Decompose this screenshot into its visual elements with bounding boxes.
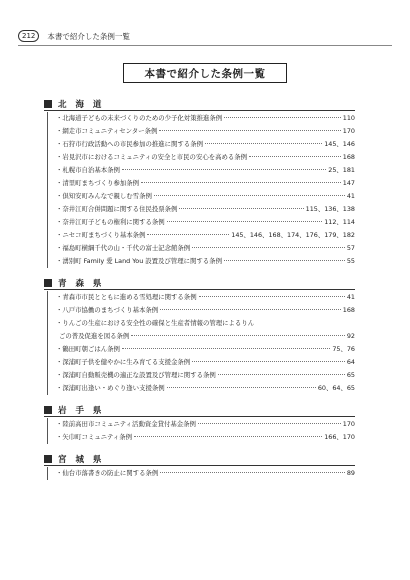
page-title bbox=[123, 63, 287, 83]
dot-leader bbox=[224, 260, 345, 261]
section-rule bbox=[44, 465, 355, 466]
dot-leader bbox=[192, 247, 345, 248]
ordinance-name: ・深浦町子供を健やかに生み育てる支援金条例 bbox=[56, 358, 191, 366]
list-item bbox=[56, 229, 355, 242]
ordinance-name: ・八戸市協働のまちづくり基本条例 bbox=[56, 306, 159, 314]
section-items bbox=[47, 418, 355, 444]
ordinance-name: ・岩見沢市におけるコミュニティの安全と市民の安心を高める条例 bbox=[56, 153, 248, 161]
square-bullet-icon bbox=[44, 279, 52, 287]
list-item bbox=[56, 125, 355, 138]
ordinance-name: ・網走市コミュニティセンター条例 bbox=[56, 127, 158, 135]
list-item bbox=[56, 164, 355, 177]
page-reference: 41 bbox=[346, 293, 355, 301]
prefecture-section bbox=[55, 98, 355, 268]
list-item bbox=[56, 151, 355, 164]
list-item bbox=[56, 242, 355, 255]
page-reference: 41 bbox=[346, 192, 355, 200]
dot-leader bbox=[122, 348, 330, 349]
section-rule bbox=[44, 289, 355, 290]
ordinance-name: ・深浦町出逢い・めぐり逢い支援条例 bbox=[56, 384, 165, 392]
page-reference: 55 bbox=[346, 257, 355, 265]
list-item bbox=[56, 369, 355, 382]
page-number: 212 bbox=[18, 30, 39, 42]
dot-leader bbox=[134, 436, 322, 437]
list-item bbox=[56, 255, 355, 268]
dot-leader bbox=[198, 423, 341, 424]
page-reference: 145、146、168、174、176、179、182 bbox=[231, 231, 355, 239]
running-title: 本書で紹介した条例一覧 bbox=[47, 31, 130, 41]
list-item bbox=[56, 317, 355, 330]
ordinance-name: ・倶知安町みんなで親しむ雪条例 bbox=[56, 192, 152, 200]
dot-leader bbox=[224, 117, 341, 118]
dot-leader bbox=[249, 156, 341, 157]
dot-leader bbox=[141, 182, 341, 183]
page-reference: 170 bbox=[342, 420, 355, 428]
ordinance-name: ・福島町横綱千代の山・千代の富士記念館条例 bbox=[56, 244, 191, 252]
list-item bbox=[56, 138, 355, 151]
list-item bbox=[56, 203, 355, 216]
page-reference: 60、64、65 bbox=[317, 384, 355, 392]
section-name: 北 海 道 bbox=[58, 99, 105, 110]
section-items bbox=[47, 112, 355, 268]
ordinance-name: ・清里町まちづくり参加条例 bbox=[56, 179, 140, 187]
page-reference: 115、136、138 bbox=[305, 205, 355, 213]
list-item bbox=[56, 382, 355, 395]
dot-leader bbox=[218, 374, 345, 375]
page-reference: 168 bbox=[342, 153, 355, 161]
square-bullet-icon bbox=[44, 100, 52, 108]
ordinance-name: ・湧別町 Family 愛 Land You 設置及び管理に関する条例 bbox=[56, 257, 222, 265]
dot-leader bbox=[205, 143, 322, 144]
ordinance-name: ・北海道子どもの未来づくりのための少子化対策推進条例 bbox=[56, 114, 223, 122]
prefecture-section bbox=[55, 404, 355, 444]
page-reference: 25、181 bbox=[328, 166, 355, 174]
page-reference: 64 bbox=[346, 358, 355, 366]
list-item bbox=[56, 431, 355, 444]
section-rule bbox=[44, 110, 355, 111]
ordinance-name: ・石狩市行政活動への市民参加の推進に関する条例 bbox=[56, 140, 203, 148]
section-heading bbox=[55, 404, 355, 415]
dot-leader bbox=[167, 387, 316, 388]
section-name: 青 森 県 bbox=[58, 278, 105, 289]
list-item bbox=[56, 304, 355, 317]
dot-leader bbox=[179, 208, 303, 209]
page-reference: 112、114 bbox=[324, 218, 355, 226]
dot-leader bbox=[159, 130, 340, 131]
section-items bbox=[47, 291, 355, 395]
prefecture-section bbox=[55, 453, 355, 480]
ordinance-name: ごの普及促進を図る条例 bbox=[59, 332, 130, 340]
page-reference: 75、76 bbox=[332, 345, 355, 353]
list-item bbox=[56, 291, 355, 304]
dot-leader bbox=[160, 309, 341, 310]
page-reference: 57 bbox=[346, 244, 355, 252]
ordinance-name: ・札幌市自治基本条例 bbox=[56, 166, 120, 174]
list-item bbox=[56, 467, 355, 480]
dot-leader bbox=[154, 195, 345, 196]
page-reference: 92 bbox=[346, 332, 355, 340]
running-header bbox=[18, 30, 392, 46]
section-items bbox=[47, 467, 355, 480]
list-item bbox=[56, 343, 355, 356]
square-bullet-icon bbox=[44, 455, 52, 463]
page-reference: 147 bbox=[342, 179, 355, 187]
section-heading bbox=[55, 277, 355, 288]
section-heading bbox=[55, 98, 355, 109]
list-item bbox=[56, 418, 355, 431]
list-item bbox=[56, 190, 355, 203]
ordinance-name: ・仙台市落書きの防止に関する条例 bbox=[56, 469, 159, 477]
list-item bbox=[56, 177, 355, 190]
dot-leader bbox=[192, 361, 345, 362]
ordinance-name: ・りんごの生産における安全性の確保と生産者情報の管理によるりん bbox=[56, 319, 255, 327]
ordinance-name: ・鶴田町朝ごはん条例 bbox=[56, 345, 120, 353]
page-title-text: 本書で紹介した条例一覧 bbox=[144, 67, 266, 80]
list-item bbox=[56, 216, 355, 229]
dot-leader bbox=[122, 169, 326, 170]
page-reference: 110 bbox=[342, 114, 355, 122]
ordinance-name: ・陸前高田市コミュニティ活動資金貸付基金条例 bbox=[56, 420, 196, 428]
ordinance-name: ・ニセコ町まちづくり基本条例 bbox=[56, 231, 146, 239]
page-reference: 168 bbox=[342, 306, 355, 314]
prefecture-section bbox=[55, 277, 355, 395]
dot-leader bbox=[131, 335, 345, 336]
ordinance-name: ・青森市市民とともに進める雪処理に関する条例 bbox=[56, 293, 197, 301]
list-item bbox=[56, 112, 355, 125]
ordinance-name: ・奈井江町子どもの権利に関する条例 bbox=[56, 218, 165, 226]
section-rule bbox=[44, 416, 355, 417]
dot-leader bbox=[147, 234, 229, 235]
page-reference: 65 bbox=[346, 371, 355, 379]
page-reference: 89 bbox=[346, 469, 355, 477]
dot-leader bbox=[199, 296, 345, 297]
dot-leader bbox=[160, 472, 345, 473]
section-name: 宮 城 県 bbox=[58, 454, 105, 465]
page-reference: 145、146 bbox=[324, 140, 355, 148]
page-reference: 170 bbox=[342, 127, 355, 135]
ordinance-name: ・深浦町自動販売機の適正な設置及び管理に関する条例 bbox=[56, 371, 216, 379]
ordinance-list bbox=[55, 98, 355, 489]
ordinance-name: ・奈井江町合併問題に関する住民投票条例 bbox=[56, 205, 178, 213]
section-name: 岩 手 県 bbox=[58, 405, 105, 416]
section-heading bbox=[55, 453, 355, 464]
ordinance-name: ・矢巾町コミュニティ条例 bbox=[56, 433, 133, 441]
page-reference: 166、170 bbox=[324, 433, 355, 441]
list-item bbox=[56, 356, 355, 369]
dot-leader bbox=[167, 221, 323, 222]
square-bullet-icon bbox=[44, 406, 52, 414]
list-item bbox=[56, 330, 355, 343]
